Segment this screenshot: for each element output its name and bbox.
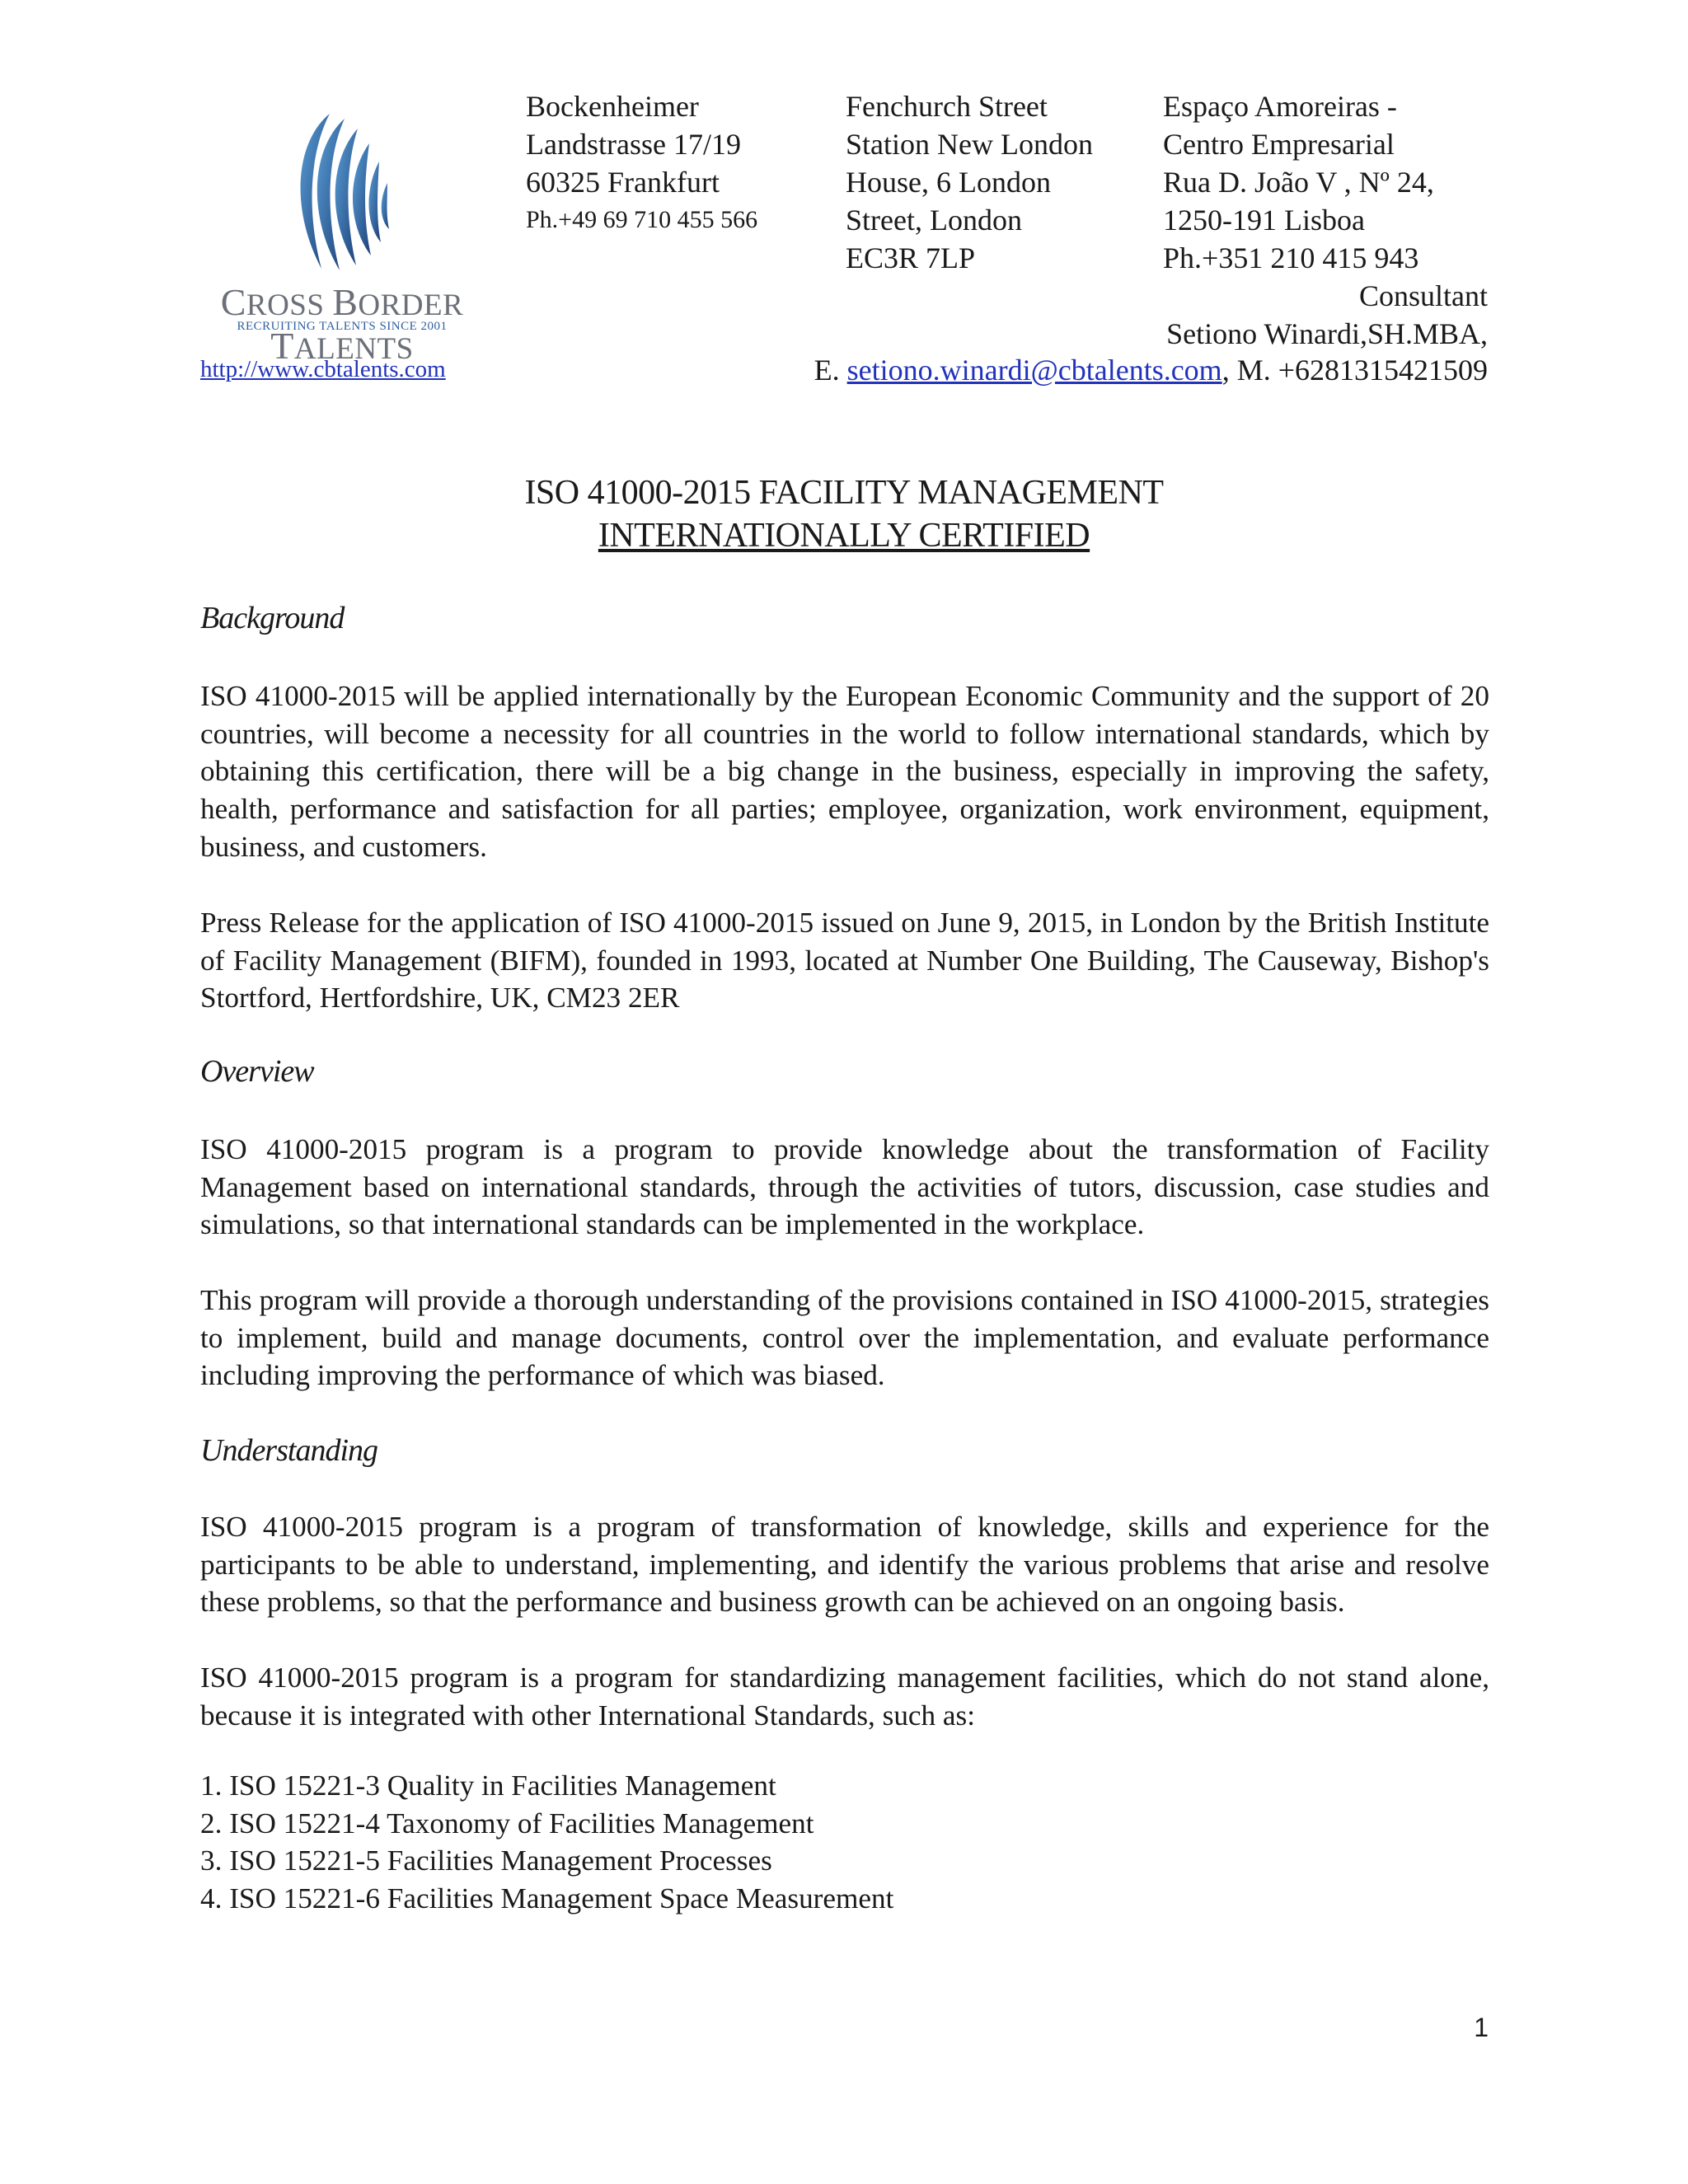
logo-wordmark-part: ORDER (358, 288, 464, 322)
address-line: Espaço Amoreiras - (1163, 90, 1397, 123)
office-lisbon (1163, 87, 1434, 277)
address-line: Station New London (846, 128, 1093, 161)
logo-wordmark-part: ROSS (246, 288, 333, 322)
logo-wordmark-initial-c: C (220, 281, 246, 323)
list-item: 4. ISO 15221-6 Facilities Management Space Measurement (200, 1882, 894, 1915)
paragraph: Press Release for the application of ISO 41000-2015 issued on June 9, 2015, in London by the British Institute of Facility Management (BIFM), founded in 1993, located at Number One Building, The Causeway, Bishop's Stortford, Hertfordshire, UK, CM23 2ER (200, 907, 1489, 1015)
list-item: 2. ISO 15221-4 Taxonomy of Facilities Management (200, 1807, 814, 1840)
consultant-info (1166, 277, 1488, 353)
globe-logo-icon (272, 107, 396, 276)
address-line: Centro Empresarial (1163, 128, 1395, 161)
list-item: 3. ISO 15221-5 Facilities Management Processes (200, 1844, 772, 1877)
logo-wordmark-initial-t: T (270, 325, 294, 367)
mobile-number: , M. +6281315421509 (1221, 354, 1488, 387)
address-line: Fenchurch Street (846, 90, 1048, 123)
company-logo (198, 107, 478, 367)
logo-wordmark-part: ALENTS (293, 332, 414, 366)
email-link[interactable]: setiono.winardi@cbtalents.com (846, 354, 1222, 387)
address-line: Landstrasse 17/19 (526, 128, 741, 161)
paragraph: ISO 41000-2015 will be applied internationally by the European Economic Community and the support of 20 countries, will become a necessity for all countries in the world to follow international standards, which by obtaining this certification, there will be a big change in the business, especially in improving the safety, health, performance and satisfaction for all parties; employee, organization, work environment, equipment, business, and customers. (200, 680, 1489, 863)
email-prefix: E. (814, 354, 847, 387)
consultant-label: Consultant (1358, 279, 1488, 312)
logo-wordmark-initial-b: B (332, 281, 359, 323)
page-number: 1 (1474, 2013, 1489, 2042)
section-heading-overview: Overview (200, 1054, 314, 1089)
document-title: ISO 41000-2015 FACILITY MANAGEMENT (524, 474, 1164, 512)
document-subtitle: INTERNATIONALLY CERTIFIED (598, 517, 1090, 555)
list-item: 1. ISO 15221-3 Quality in Facilities Management (200, 1769, 776, 1802)
paragraph: This program will provide a thorough understanding of the provisions contained in ISO 41000-2015, strategies to implement, build and manage documents, control over the implementation, and evaluate performance including improving the performance of which was biased. (200, 1284, 1489, 1392)
logo-tagline: RECRUITING TALENTS SINCE 2001 (237, 320, 448, 333)
paragraph: ISO 41000-2015 program is a program to provide knowledge about the transformation of Facility Management based on international standards, through the activities of tutors, discussion, case studies and simulations, so that international standards can be implemented in the workplace. (200, 1133, 1489, 1241)
office-phone: Ph.+351 210 415 943 (1163, 241, 1419, 274)
address-line: Rua D. João V , Nº 24, (1163, 166, 1434, 199)
address-line: 60325 Frankfurt (526, 166, 720, 199)
office-phone: Ph.+49 69 710 455 566 (526, 206, 758, 233)
address-line: Street, London (846, 204, 1022, 237)
standards-list (200, 1767, 893, 1918)
consultant-name: Setiono Winardi,SH.MBA, (1166, 317, 1488, 350)
section-heading-background: Background (200, 601, 345, 635)
office-frankfurt (526, 87, 757, 239)
paragraph: ISO 41000-2015 program is a program of transformation of knowledge, skills and experience for the participants to be able to understand, implementing, and identify the various problems that arise and resolve these problems, so that the performance and business growth can be achieved on an ongoing basis. (200, 1511, 1489, 1619)
address-line: Bockenheimer (526, 90, 699, 123)
address-line: EC3R 7LP (846, 241, 976, 274)
address-line: 1250-191 Lisboa (1163, 204, 1365, 237)
website-link[interactable]: http://www.cbtalents.com (200, 356, 446, 382)
contact-line (814, 353, 1488, 387)
paragraph: ISO 41000-2015 program is a program for standardizing management facilities, which do not stand alone, because it is integrated with other International Standards, such as: (200, 1661, 1489, 1732)
section-heading-understanding: Understanding (200, 1433, 377, 1468)
office-london (846, 87, 1093, 277)
address-line: House, 6 London (846, 166, 1051, 199)
